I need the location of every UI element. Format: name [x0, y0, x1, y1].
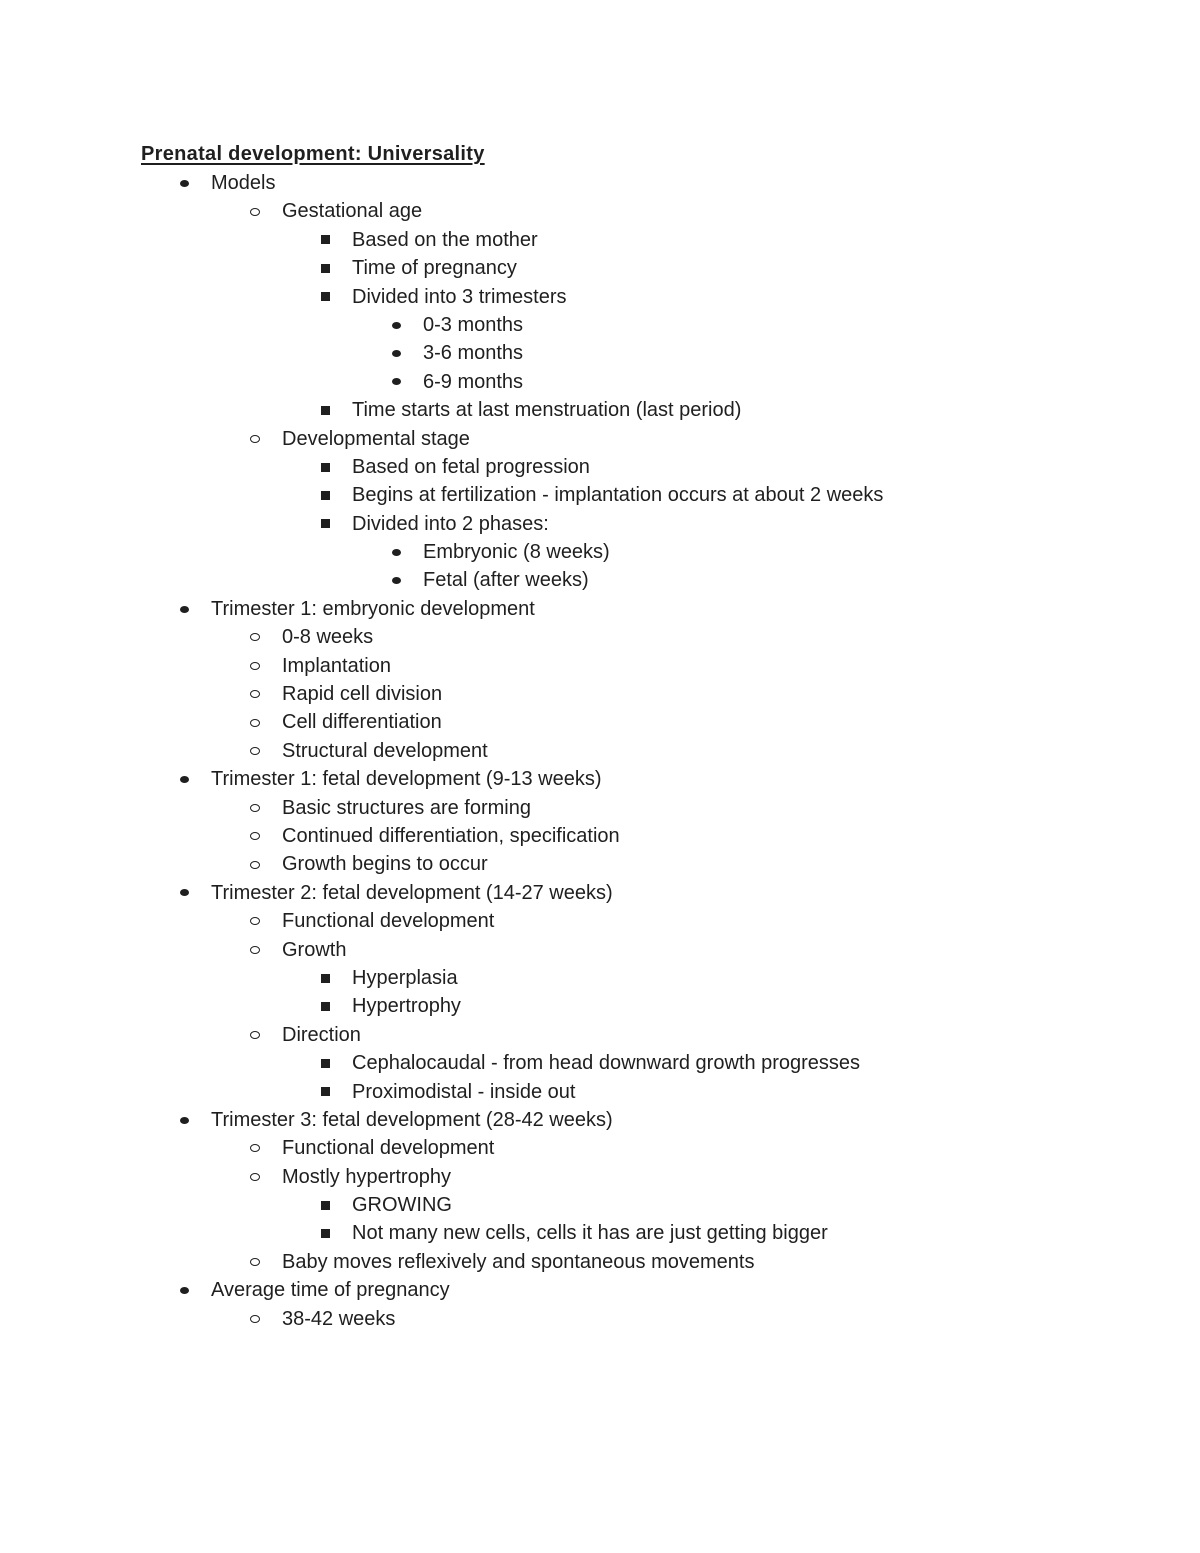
- list-item-text: Functional development: [282, 1137, 495, 1160]
- bullet-outline: [0, 169, 1200, 1333]
- filled-square-bullet-icon: [315, 396, 335, 424]
- list-item: [0, 992, 1200, 1020]
- hollow-circle-bullet-icon: [245, 822, 265, 850]
- list-item: [0, 339, 1200, 367]
- list-item-text: GROWING: [352, 1194, 452, 1217]
- list-item: [0, 623, 1200, 651]
- list-item-text: Based on the mother: [352, 228, 538, 251]
- filled-square-bullet-icon: [315, 453, 335, 481]
- list-item-text: Baby moves reflexively and spontaneous movements: [282, 1250, 755, 1273]
- hollow-circle-bullet-icon: [245, 680, 265, 708]
- list-item: [0, 879, 1200, 907]
- list-item: [0, 566, 1200, 594]
- list-item: [0, 197, 1200, 225]
- list-item-text: Implantation: [282, 654, 391, 677]
- list-item: [0, 396, 1200, 424]
- filled-circle-bullet-icon: [174, 879, 194, 907]
- filled-square-bullet-icon: [315, 254, 335, 282]
- list-item-text: Based on fetal progression: [352, 455, 590, 478]
- list-item-text: Time of pregnancy: [352, 257, 517, 280]
- list-item-text: Time starts at last menstruation (last period): [352, 399, 742, 422]
- list-item: [0, 1276, 1200, 1304]
- list-item-text: Cephalocaudal - from head downward growth progresses: [352, 1052, 861, 1075]
- list-item-text: Hypertrophy: [352, 995, 461, 1018]
- list-item: [0, 595, 1200, 623]
- hollow-circle-bullet-icon: [245, 737, 265, 765]
- hollow-circle-bullet-icon: [245, 1163, 265, 1191]
- filled-circle-bullet-icon: [386, 566, 406, 594]
- filled-circle-bullet-icon: [174, 1276, 194, 1304]
- filled-circle-bullet-icon: [386, 311, 406, 339]
- hollow-circle-bullet-icon: [245, 652, 265, 680]
- list-item-text: Models: [211, 172, 276, 194]
- list-item-text: Continued differentiation, specification: [282, 824, 620, 847]
- hollow-circle-bullet-icon: [245, 907, 265, 935]
- list-item: [0, 254, 1200, 282]
- list-item: [0, 1078, 1200, 1106]
- list-item-text: Not many new cells, cells it has are just getting bigger: [352, 1222, 828, 1245]
- list-item-text: Cell differentiation: [282, 711, 442, 734]
- filled-circle-bullet-icon: [386, 368, 406, 396]
- hollow-circle-bullet-icon: [245, 623, 265, 651]
- list-item-text: Hyperplasia: [352, 966, 458, 989]
- list-item-text: Trimester 1: embryonic development: [211, 597, 535, 620]
- hollow-circle-bullet-icon: [245, 794, 265, 822]
- list-item: [0, 765, 1200, 793]
- list-item-text: Begins at fertilization - implantation occurs at about 2 weeks: [352, 484, 884, 507]
- list-item-text: Developmental stage: [282, 427, 470, 450]
- list-item: [0, 1305, 1200, 1333]
- list-item-text: 0-8 weeks: [282, 626, 374, 649]
- list-item: [0, 1163, 1200, 1191]
- list-item-text: Embryonic (8 weeks): [423, 541, 610, 564]
- list-item: [0, 169, 1200, 197]
- list-item-text: Direction: [282, 1023, 361, 1046]
- list-item-text: 38-42 weeks: [282, 1307, 396, 1330]
- hollow-circle-bullet-icon: [245, 1305, 265, 1333]
- list-item-text: Growth: [282, 938, 347, 961]
- filled-square-bullet-icon: [315, 226, 335, 254]
- list-item: [0, 850, 1200, 878]
- filled-square-bullet-icon: [315, 1049, 335, 1077]
- hollow-circle-bullet-icon: [245, 1134, 265, 1162]
- list-item-text: Divided into 3 trimesters: [352, 285, 567, 308]
- list-item: [0, 708, 1200, 736]
- list-item-text: 0-3 months: [423, 313, 524, 336]
- list-item-text: 6-9 months: [423, 370, 524, 393]
- hollow-circle-bullet-icon: [245, 708, 265, 736]
- hollow-circle-bullet-icon: [245, 850, 265, 878]
- list-item-text: Gestational age: [282, 200, 423, 223]
- filled-square-bullet-icon: [315, 283, 335, 311]
- filled-circle-bullet-icon: [386, 538, 406, 566]
- list-item: [0, 1021, 1200, 1049]
- list-item: [0, 226, 1200, 254]
- list-item-text: Rapid cell division: [282, 683, 443, 706]
- list-item: [0, 1191, 1200, 1219]
- list-item: [0, 538, 1200, 566]
- list-item: [0, 1106, 1200, 1134]
- list-item-text: Proximodistal - inside out: [352, 1080, 576, 1103]
- filled-circle-bullet-icon: [174, 765, 194, 793]
- filled-circle-bullet-icon: [386, 339, 406, 367]
- document-title: Prenatal development: Universality: [141, 143, 485, 165]
- list-item: [0, 510, 1200, 538]
- list-item-text: Fetal (after weeks): [423, 569, 589, 592]
- list-item: [0, 368, 1200, 396]
- list-item: [0, 425, 1200, 453]
- filled-square-bullet-icon: [315, 964, 335, 992]
- list-item: [0, 1049, 1200, 1077]
- list-item-text: Average time of pregnancy: [211, 1279, 450, 1302]
- list-item: [0, 907, 1200, 935]
- hollow-circle-bullet-icon: [245, 1021, 265, 1049]
- list-item-text: Growth begins to occur: [282, 853, 488, 876]
- filled-square-bullet-icon: [315, 992, 335, 1020]
- list-item: [0, 964, 1200, 992]
- list-item-text: 3-6 months: [423, 342, 524, 365]
- list-item: [0, 1248, 1200, 1276]
- filled-square-bullet-icon: [315, 1191, 335, 1219]
- list-item: [0, 680, 1200, 708]
- hollow-circle-bullet-icon: [245, 425, 265, 453]
- hollow-circle-bullet-icon: [245, 936, 265, 964]
- list-item: [0, 737, 1200, 765]
- list-item: [0, 481, 1200, 509]
- list-item: [0, 822, 1200, 850]
- list-item-text: Trimester 3: fetal development (28-42 weeks): [211, 1108, 613, 1131]
- filled-circle-bullet-icon: [174, 595, 194, 623]
- list-item-text: Divided into 2 phases:: [352, 512, 549, 535]
- list-item-text: Mostly hypertrophy: [282, 1165, 451, 1188]
- list-item-text: Trimester 1: fetal development (9-13 weeks): [211, 768, 602, 791]
- hollow-circle-bullet-icon: [245, 197, 265, 225]
- list-item: [0, 311, 1200, 339]
- filled-square-bullet-icon: [315, 510, 335, 538]
- list-item: [0, 283, 1200, 311]
- filled-circle-bullet-icon: [174, 169, 194, 197]
- filled-square-bullet-icon: [315, 1078, 335, 1106]
- filled-square-bullet-icon: [315, 1219, 335, 1247]
- list-item: [0, 936, 1200, 964]
- list-item: [0, 453, 1200, 481]
- filled-circle-bullet-icon: [174, 1106, 194, 1134]
- list-item: [0, 1134, 1200, 1162]
- list-item: [0, 652, 1200, 680]
- hollow-circle-bullet-icon: [245, 1248, 265, 1276]
- filled-square-bullet-icon: [315, 481, 335, 509]
- list-item-text: Basic structures are forming: [282, 796, 531, 819]
- list-item-text: Functional development: [282, 910, 495, 933]
- list-item-text: Structural development: [282, 739, 488, 762]
- list-item: [0, 1219, 1200, 1247]
- list-item-text: Trimester 2: fetal development (14-27 weeks): [211, 881, 613, 904]
- list-item: [0, 794, 1200, 822]
